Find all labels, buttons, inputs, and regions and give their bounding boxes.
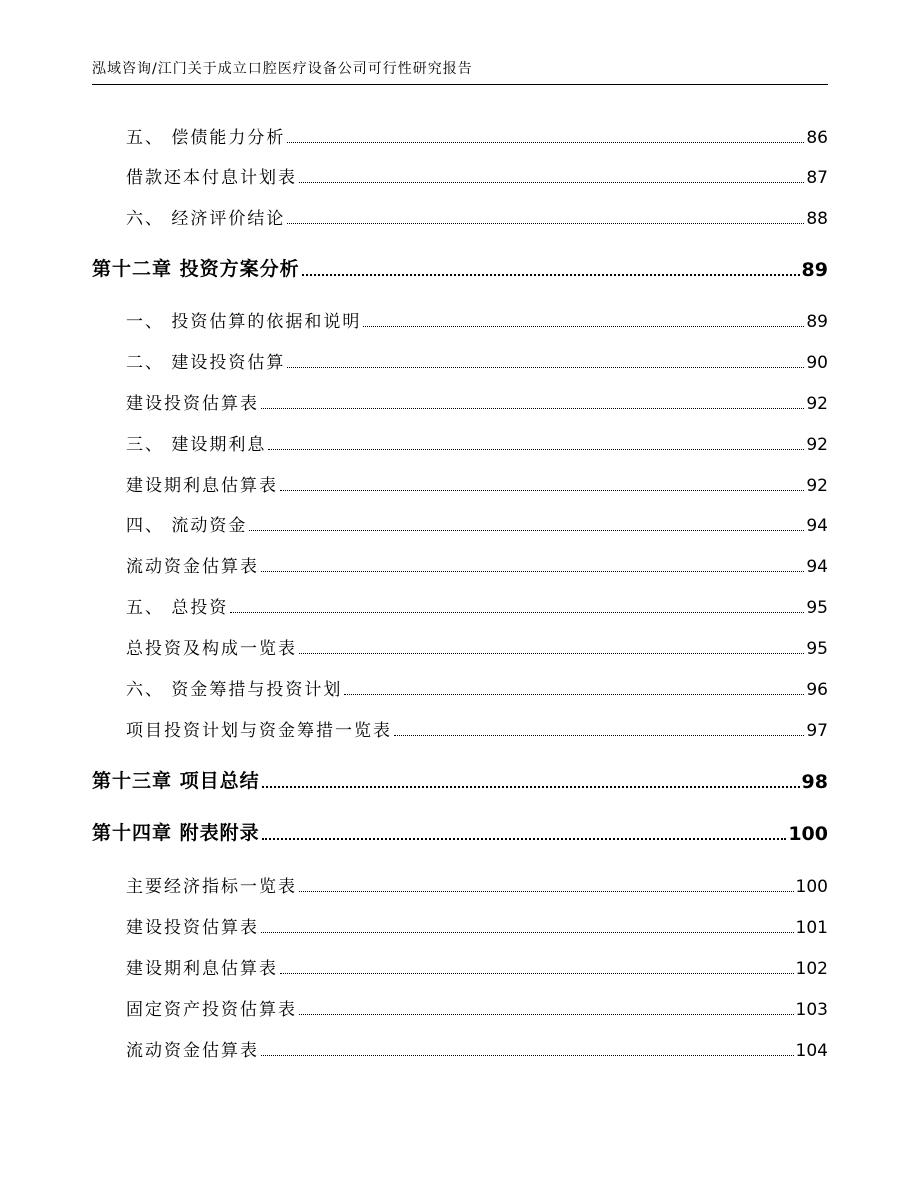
toc-leader-dots [299,1014,794,1015]
toc-entry-page: 87 [806,168,828,188]
toc-entry[interactable] [126,635,828,659]
toc-entry[interactable] [126,873,828,897]
toc-entry-page: 100 [795,877,828,897]
toc-leader-dots [230,612,804,613]
toc-entry-page: 97 [806,721,828,741]
toc-entry[interactable] [126,308,828,332]
toc-entry-label: 流动资金估算表 [126,1041,259,1061]
toc-entry-page: 101 [795,918,828,938]
toc-entry-label: 项目投资计划与资金筹措一览表 [126,721,392,741]
toc-leader-dots [299,891,794,892]
toc-leader-dots [299,182,804,183]
toc-entry[interactable] [126,431,828,455]
toc-entry-page: 94 [806,516,828,536]
toc-entry-label: 五、 总投资 [126,598,229,618]
toc-entry-label: 一、 投资估算的依据和说明 [126,312,362,332]
toc-chapter-entry[interactable] [92,819,828,845]
toc-entry-page: 95 [806,598,828,618]
toc-entry[interactable] [126,390,828,414]
toc-entry-label: 第十四章 附表附录 [92,822,260,844]
toc-entry-page: 104 [795,1041,828,1061]
toc-entry-page: 96 [806,680,828,700]
toc-entry-page: 94 [806,557,828,577]
toc-leader-dots [280,490,804,491]
toc-entry[interactable] [126,914,828,938]
toc-leader-dots [262,786,800,788]
toc-entry[interactable] [126,996,828,1020]
toc-leader-dots [394,735,804,736]
toc-entry-page: 89 [806,312,828,332]
toc-entry[interactable] [126,717,828,741]
toc-entry[interactable] [126,676,828,700]
toc-leader-dots [344,694,804,695]
toc-entry[interactable] [126,349,828,373]
toc-entry-label: 六、 资金筹措与投资计划 [126,680,343,700]
toc-entry-page: 95 [806,639,828,659]
toc-leader-dots [261,1055,794,1056]
toc-entry[interactable] [126,512,828,536]
toc-entry-label: 第十三章 项目总结 [92,770,260,792]
toc-leader-dots [299,653,804,654]
toc-leader-dots [261,571,804,572]
toc-entry-page: 92 [806,435,828,455]
toc-chapter-entry[interactable] [92,255,828,281]
toc-entry-label: 总投资及构成一览表 [126,639,297,659]
toc-entry-label: 五、 偿债能力分析 [126,128,286,148]
toc-entry-page: 100 [788,823,828,845]
toc-entry-label: 建设期利息估算表 [126,959,278,979]
toc-leader-dots [280,973,794,974]
toc-entry-label: 建设投资估算表 [126,918,259,938]
toc-entry-label: 第十二章 投资方案分析 [92,258,300,280]
toc-entry-label: 六、 经济评价结论 [126,209,286,229]
toc-entry-page: 86 [806,128,828,148]
toc-entry[interactable] [126,124,828,148]
toc-entry-page: 102 [795,959,828,979]
toc-entry-page: 98 [801,771,828,793]
toc-entry[interactable] [126,205,828,229]
toc-leader-dots [287,223,804,224]
toc-entry-label: 主要经济指标一览表 [126,877,297,897]
toc-chapter-entry[interactable] [92,767,828,793]
toc-entry-page: 88 [806,209,828,229]
toc-leader-dots [287,142,804,143]
toc-entry-label: 借款还本付息计划表 [126,168,297,188]
toc-leader-dots [261,932,794,933]
toc-leader-dots [268,449,804,450]
toc-entry-page: 92 [806,476,828,496]
toc-leader-dots [249,530,804,531]
toc-entry-label: 建设期利息估算表 [126,476,278,496]
toc-entry-label: 建设投资估算表 [126,394,259,414]
toc-entry-page: 92 [806,394,828,414]
toc-entry[interactable] [126,594,828,618]
toc-entry[interactable] [126,955,828,979]
toc-leader-dots [302,274,800,276]
toc-leader-dots [261,408,804,409]
toc-entry-label: 二、 建设投资估算 [126,353,286,373]
toc-leader-dots [287,367,804,368]
toc-entry-page: 90 [806,353,828,373]
toc-entry-page: 89 [801,259,828,281]
running-header: 泓域咨询/江门关于成立口腔医疗设备公司可行性研究报告 [92,61,473,77]
toc-entry[interactable] [126,472,828,496]
toc-entry[interactable] [126,1037,828,1061]
toc-entry[interactable] [126,164,828,188]
toc-entry-label: 四、 流动资金 [126,516,248,536]
toc-entry-label: 固定资产投资估算表 [126,1000,297,1020]
toc-entry[interactable] [126,553,828,577]
toc-entry-label: 三、 建设期利息 [126,435,267,455]
toc-leader-dots [262,838,787,840]
toc-entry-label: 流动资金估算表 [126,557,259,577]
toc-entry-page: 103 [795,1000,828,1020]
toc-leader-dots [363,326,804,327]
